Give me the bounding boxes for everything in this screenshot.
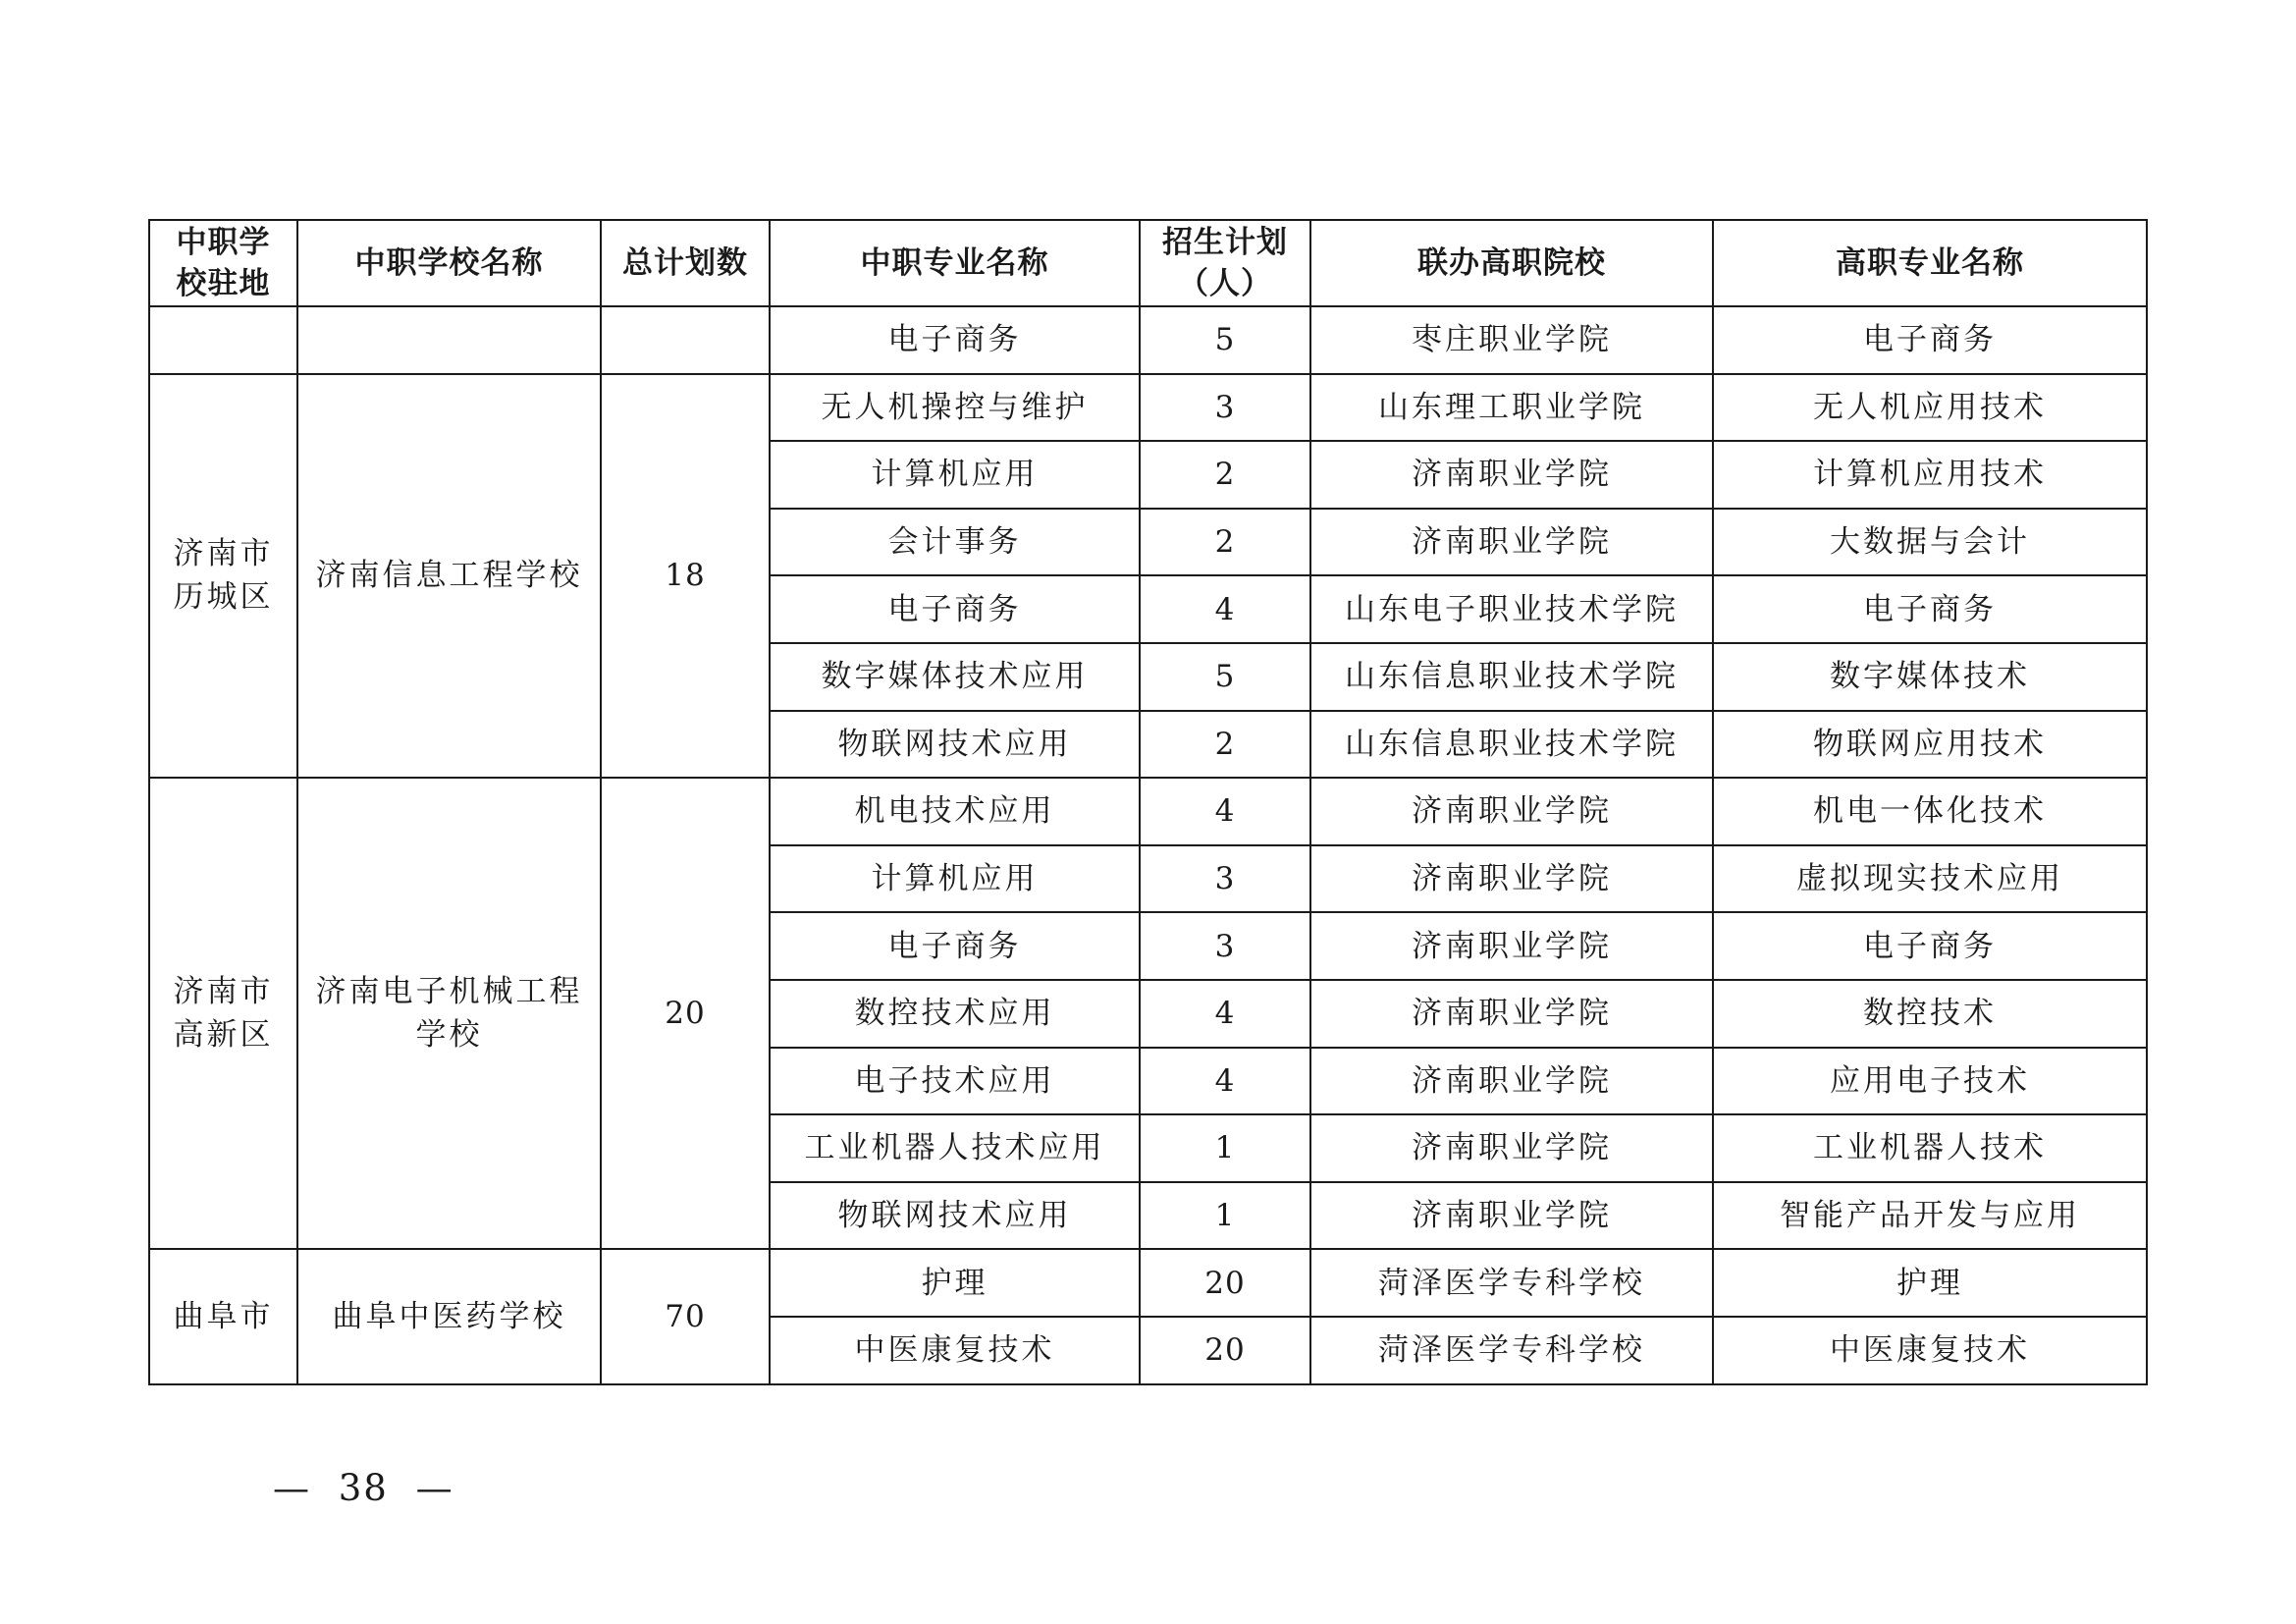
gz-major-cell: 无人机应用技术 bbox=[1713, 374, 2147, 442]
zz-major-cell: 物联网技术应用 bbox=[770, 1182, 1140, 1250]
header-row bbox=[149, 220, 2147, 306]
gz-major-cell: 电子商务 bbox=[1713, 912, 2147, 980]
college-cell: 枣庄职业学院 bbox=[1310, 306, 1713, 374]
college-cell: 济南职业学院 bbox=[1310, 509, 1713, 576]
gz-major-cell: 计算机应用技术 bbox=[1713, 441, 2147, 509]
zz-major-cell: 会计事务 bbox=[770, 509, 1140, 576]
college-cell: 山东理工职业学院 bbox=[1310, 374, 1713, 442]
header-college: 联办高职院校 bbox=[1310, 220, 1713, 306]
zz-major-cell: 电子技术应用 bbox=[770, 1048, 1140, 1115]
school-cell bbox=[297, 306, 601, 374]
gz-major-cell: 大数据与会计 bbox=[1713, 509, 2147, 576]
plan-cell: 3 bbox=[1140, 845, 1310, 913]
plan-cell: 2 bbox=[1140, 441, 1310, 509]
gz-major-cell: 机电一体化技术 bbox=[1713, 778, 2147, 845]
plan-cell: 20 bbox=[1140, 1249, 1310, 1317]
location-cell bbox=[149, 306, 297, 374]
plan-cell: 3 bbox=[1140, 374, 1310, 442]
header-location: 中职学校驻地 bbox=[149, 220, 297, 306]
college-cell: 济南职业学院 bbox=[1310, 845, 1713, 913]
college-cell: 济南职业学院 bbox=[1310, 980, 1713, 1048]
location-cell: 济南市历城区 bbox=[149, 374, 297, 779]
plan-cell: 2 bbox=[1140, 711, 1310, 779]
table-row bbox=[149, 1249, 2147, 1317]
footer-dash-right: — bbox=[415, 1467, 454, 1509]
total-cell bbox=[601, 306, 770, 374]
plan-cell: 20 bbox=[1140, 1317, 1310, 1384]
page-footer bbox=[273, 1467, 454, 1509]
college-cell: 山东信息职业技术学院 bbox=[1310, 643, 1713, 711]
plan-cell: 5 bbox=[1140, 306, 1310, 374]
college-cell: 济南职业学院 bbox=[1310, 1182, 1713, 1250]
gz-major-cell: 物联网应用技术 bbox=[1713, 711, 2147, 779]
college-cell: 山东电子职业技术学院 bbox=[1310, 575, 1713, 643]
school-cell: 曲阜中医药学校 bbox=[297, 1249, 601, 1383]
footer-dash-left: — bbox=[273, 1467, 311, 1509]
gz-major-cell: 中医康复技术 bbox=[1713, 1317, 2147, 1384]
school-cell: 济南信息工程学校 bbox=[297, 374, 601, 779]
gz-major-cell: 智能产品开发与应用 bbox=[1713, 1182, 2147, 1250]
school-cell: 济南电子机械工程学校 bbox=[297, 778, 601, 1249]
college-cell: 济南职业学院 bbox=[1310, 912, 1713, 980]
zz-major-cell: 电子商务 bbox=[770, 912, 1140, 980]
gz-major-cell: 电子商务 bbox=[1713, 575, 2147, 643]
total-cell: 20 bbox=[601, 778, 770, 1249]
zz-major-cell: 中医康复技术 bbox=[770, 1317, 1140, 1384]
header-total: 总计划数 bbox=[601, 220, 770, 306]
header-gz-major: 高职专业名称 bbox=[1713, 220, 2147, 306]
table-row bbox=[149, 778, 2147, 845]
plan-cell: 3 bbox=[1140, 912, 1310, 980]
header-plan: 招生计划（人） bbox=[1140, 220, 1310, 306]
plan-cell: 4 bbox=[1140, 575, 1310, 643]
gz-major-cell: 护理 bbox=[1713, 1249, 2147, 1317]
plan-cell: 1 bbox=[1140, 1182, 1310, 1250]
college-cell: 菏泽医学专科学校 bbox=[1310, 1317, 1713, 1384]
gz-major-cell: 数字媒体技术 bbox=[1713, 643, 2147, 711]
header-zz-major: 中职专业名称 bbox=[770, 220, 1140, 306]
gz-major-cell: 应用电子技术 bbox=[1713, 1048, 2147, 1115]
header-school: 中职学校名称 bbox=[297, 220, 601, 306]
college-cell: 济南职业学院 bbox=[1310, 441, 1713, 509]
plan-cell: 2 bbox=[1140, 509, 1310, 576]
college-cell: 济南职业学院 bbox=[1310, 1114, 1713, 1182]
total-cell: 70 bbox=[601, 1249, 770, 1383]
zz-major-cell: 物联网技术应用 bbox=[770, 711, 1140, 779]
zz-major-cell: 数控技术应用 bbox=[770, 980, 1140, 1048]
zz-major-cell: 电子商务 bbox=[770, 575, 1140, 643]
zz-major-cell: 护理 bbox=[770, 1249, 1140, 1317]
table-row bbox=[149, 374, 2147, 442]
college-cell: 济南职业学院 bbox=[1310, 778, 1713, 845]
zz-major-cell: 数字媒体技术应用 bbox=[770, 643, 1140, 711]
college-cell: 菏泽医学专科学校 bbox=[1310, 1249, 1713, 1317]
gz-major-cell: 电子商务 bbox=[1713, 306, 2147, 374]
zz-major-cell: 电子商务 bbox=[770, 306, 1140, 374]
enrollment-plan-table bbox=[148, 219, 2148, 1385]
plan-cell: 1 bbox=[1140, 1114, 1310, 1182]
zz-major-cell: 计算机应用 bbox=[770, 441, 1140, 509]
page-number: 38 bbox=[338, 1467, 389, 1509]
gz-major-cell: 工业机器人技术 bbox=[1713, 1114, 2147, 1182]
college-cell: 济南职业学院 bbox=[1310, 1048, 1713, 1115]
gz-major-cell: 虚拟现实技术应用 bbox=[1713, 845, 2147, 913]
total-cell: 18 bbox=[601, 374, 770, 779]
table-row bbox=[149, 306, 2147, 374]
zz-major-cell: 计算机应用 bbox=[770, 845, 1140, 913]
zz-major-cell: 无人机操控与维护 bbox=[770, 374, 1140, 442]
college-cell: 山东信息职业技术学院 bbox=[1310, 711, 1713, 779]
plan-cell: 4 bbox=[1140, 778, 1310, 845]
plan-cell: 5 bbox=[1140, 643, 1310, 711]
gz-major-cell: 数控技术 bbox=[1713, 980, 2147, 1048]
plan-cell: 4 bbox=[1140, 980, 1310, 1048]
zz-major-cell: 工业机器人技术应用 bbox=[770, 1114, 1140, 1182]
location-cell: 济南市高新区 bbox=[149, 778, 297, 1249]
location-cell: 曲阜市 bbox=[149, 1249, 297, 1383]
zz-major-cell: 机电技术应用 bbox=[770, 778, 1140, 845]
plan-cell: 4 bbox=[1140, 1048, 1310, 1115]
